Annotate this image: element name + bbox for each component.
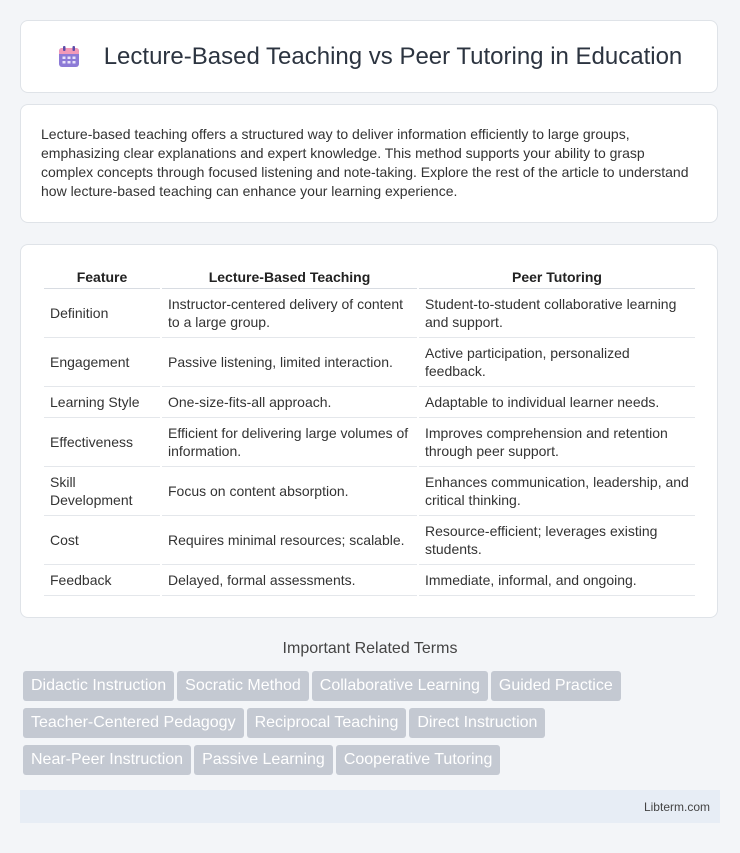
peer-cell: Immediate, informal, and ongoing. — [419, 565, 695, 596]
feature-cell: Skill Development — [44, 467, 160, 516]
table-row — [44, 387, 695, 418]
tag-socratic-method[interactable]: Socratic Method — [177, 671, 309, 701]
page-title: Lecture-Based Teaching vs Peer Tutoring in Education — [103, 42, 683, 70]
lecture-cell: Requires minimal resources; scalable. — [162, 516, 417, 565]
tag-collaborative-learning[interactable]: Collaborative Learning — [312, 671, 488, 701]
tag-passive-learning[interactable]: Passive Learning — [194, 745, 333, 775]
peer-cell: Active participation, personalized feedback. — [419, 338, 695, 387]
header-feature: Feature — [44, 265, 160, 289]
header-lecture: Lecture-Based Teaching — [162, 265, 417, 289]
feature-cell: Definition — [44, 289, 160, 338]
comparison-card — [20, 244, 718, 618]
tag-cooperative-tutoring[interactable]: Cooperative Tutoring — [336, 745, 501, 775]
lecture-cell: One-size-fits-all approach. — [162, 387, 417, 418]
related-terms-list — [23, 671, 723, 782]
tag-near-peer-instruction[interactable]: Near-Peer Instruction — [23, 745, 191, 775]
feature-cell: Cost — [44, 516, 160, 565]
tag-reciprocal-teaching[interactable]: Reciprocal Teaching — [247, 708, 407, 738]
comparison-table — [42, 265, 697, 596]
peer-cell: Student-to-student collaborative learning and support. — [419, 289, 695, 338]
table-row — [44, 516, 695, 565]
table-header-row — [44, 265, 695, 289]
table-row — [44, 338, 695, 387]
lecture-cell: Passive listening, limited interaction. — [162, 338, 417, 387]
related-terms-title: Important Related Terms — [282, 640, 458, 657]
footer — [20, 790, 720, 823]
peer-cell: Improves comprehension and retention through peer support. — [419, 418, 695, 467]
tag-direct-instruction[interactable]: Direct Instruction — [409, 708, 545, 738]
calendar-icon — [56, 44, 82, 70]
peer-cell: Adaptable to individual learner needs. — [419, 387, 695, 418]
intro-card — [20, 104, 718, 223]
tag-teacher-centered-pedagogy[interactable]: Teacher-Centered Pedagogy — [23, 708, 244, 738]
tag-didactic-instruction[interactable]: Didactic Instruction — [23, 671, 174, 701]
table-row — [44, 418, 695, 467]
feature-cell: Effectiveness — [44, 418, 160, 467]
intro-text: Lecture-based teaching offers a structured way to deliver information efficiently to large groups, emphasizing clear explanations and expert knowledge. This method supports your ability to grasp complex concepts through focused listening and note-taking. Explore the rest of the article to understand how lecture-based teaching can enhance your learning experience. — [41, 126, 689, 199]
peer-cell: Enhances communication, leadership, and critical thinking. — [419, 467, 695, 516]
table-row — [44, 565, 695, 596]
table-row — [44, 289, 695, 338]
lecture-cell: Instructor-centered delivery of content to a large group. — [162, 289, 417, 338]
peer-cell: Resource-efficient; leverages existing students. — [419, 516, 695, 565]
tag-guided-practice[interactable]: Guided Practice — [491, 671, 621, 701]
title-card — [20, 20, 718, 93]
lecture-cell: Focus on content absorption. — [162, 467, 417, 516]
header-peer: Peer Tutoring — [419, 265, 695, 289]
feature-cell: Engagement — [44, 338, 160, 387]
feature-cell: Feedback — [44, 565, 160, 596]
lecture-cell: Delayed, formal assessments. — [162, 565, 417, 596]
footer-brand-link[interactable]: Libterm.com — [643, 799, 710, 814]
lecture-cell: Efficient for delivering large volumes of information. — [162, 418, 417, 467]
feature-cell: Learning Style — [44, 387, 160, 418]
table-row — [44, 467, 695, 516]
